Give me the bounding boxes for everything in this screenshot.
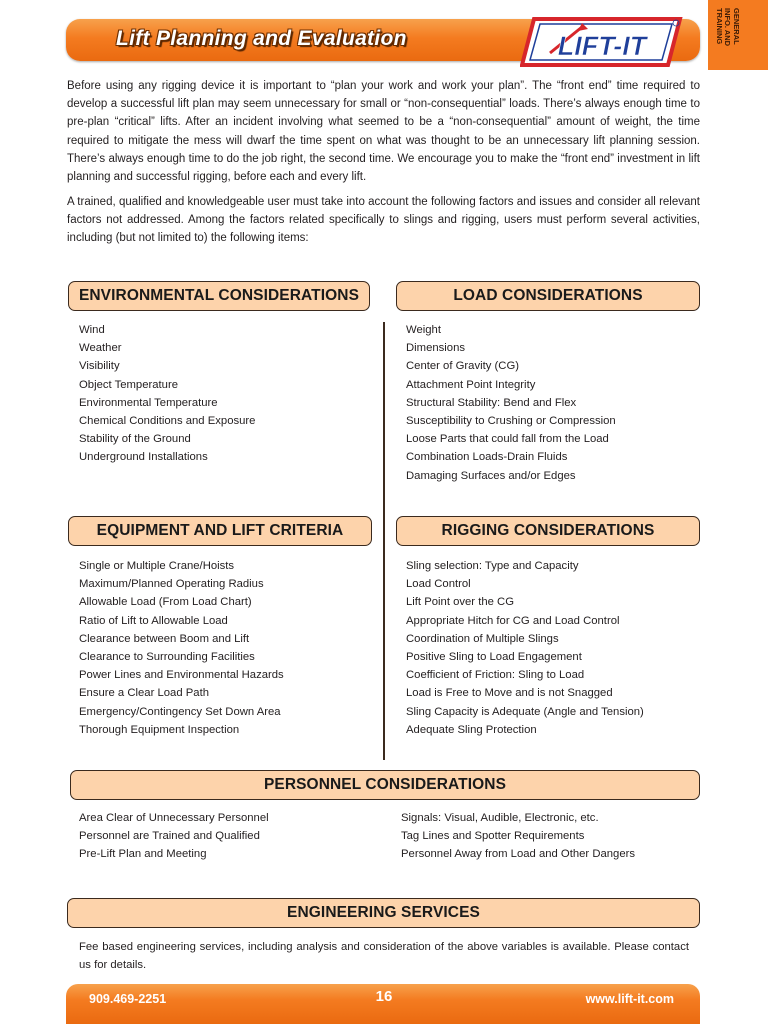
list-item: Allowable Load (From Load Chart) [79,596,252,609]
list-item: Object Temperature [79,378,179,391]
list-item: Area Clear of Unnecessary Personnel [79,812,269,824]
engineering-section-header: ENGINEERING SERVICES [67,898,700,928]
list-item: Lift Point over the CG [406,596,514,609]
side-tab-line: TRAINING [715,8,724,45]
personnel-list-left [79,809,269,864]
footer-website-link[interactable]: www.lift-it.com [585,992,674,1006]
list-item: Ensure a Clear Load Path [79,687,209,700]
rigging-section-header: RIGGING CONSIDERATIONS [396,516,700,546]
list-item: Clearance between Boom and Lift [79,632,250,645]
intro-paragraph-1: Before using any rigging device it is important to “plan your work and work your plan”. The “front end” time required to develop a successful lift plan may seem unnecessary for small or “non-consequential” loads. There’s always enough time to pre-plan “critical” lifts. After an incident involving what seemed to be a “non-consequential” amount of weight, the time required to mitigate the mess will dwarf the time spent on what was thought to be an unnecessary lift planning session. There’s always enough time to do the job right, the second time. We encourage you to make the “front end” investment in lift planning and successful rigging, before each and every lift. [67,80,700,184]
personnel-list-right [401,809,635,864]
list-item: Coefficient of Friction: Sling to Load [406,669,585,682]
equipment-list [79,557,284,739]
list-item: Structural Stability: Bend and Flex [406,396,577,409]
engineering-text: Fee based engineering services, including analysis and consideration of the above variables is available. Please contact us for details. [79,941,689,972]
list-item: Load Control [406,578,471,591]
equipment-section-header: EQUIPMENT AND LIFT CRITERIA [68,516,372,546]
page-number: 16 [375,988,393,1005]
list-item: Loose Parts that could fall from the Load [406,433,609,446]
rigging-list [406,557,644,739]
list-item: Emergency/Contingency Set Down Area [79,705,281,718]
environmental-list [79,321,255,467]
page-title: Lift Planning and Evaluation [116,27,407,50]
list-item: Dimensions [406,342,466,355]
page-footer [66,984,700,1024]
list-item: Thorough Equipment Inspection [79,723,240,736]
svg-text:LIFT-IT: LIFT-IT [557,31,647,61]
footer-phone[interactable]: 909.469-2251 [89,992,167,1006]
list-item: Tag Lines and Spotter Requirements [401,830,585,843]
intro-paragraph-2: A trained, qualified and knowledgeable user must take into account the following factors and issues and consider all relevant factors not addressed. Among the factors related specifically to slings and rigging, users must perform several activities, including (but not limited to) the following items: [67,196,700,245]
list-item: Chemical Conditions and Exposure [79,415,256,428]
list-item: Attachment Point Integrity [406,378,536,391]
list-item: Damaging Surfaces and/or Edges [406,469,576,482]
list-item: Positive Sling to Load Engagement [406,651,582,664]
list-item: Center of Gravity (CG) [406,360,519,373]
list-item: Stability of the Ground [79,433,191,446]
section-side-tab [708,0,768,70]
load-list [406,321,616,485]
list-item: Sling Capacity is Adequate (Angle and Tension) [406,705,644,718]
list-item: Coordination of Multiple Slings [406,632,559,645]
list-item: Signals: Visual, Audible, Electronic, etc. [401,812,599,824]
column-divider [383,322,385,760]
side-tab-line: GENERAL [732,8,741,45]
load-section-header: LOAD CONSIDERATIONS [396,281,700,311]
list-item: Visibility [79,360,120,373]
list-item: Clearance to Surrounding Facilities [79,651,255,664]
list-item: Underground Installations [79,451,208,464]
list-item: Single or Multiple Crane/Hoists [79,560,235,572]
list-item: Ratio of Lift to Allowable Load [79,614,228,627]
list-item: Personnel are Trained and Qualified [79,830,260,843]
list-item: Weather [79,342,122,355]
environmental-section-header: ENVIRONMENTAL CONSIDERATIONS [68,281,370,311]
lift-it-logo [520,13,686,73]
list-item: Adequate Sling Protection [406,723,537,736]
side-tab-line: INFO. AND [723,8,733,47]
list-item: Load is Free to Move and is not Snagged [406,687,613,700]
list-item: Sling selection: Type and Capacity [406,560,579,572]
list-item: Maximum/Planned Operating Radius [79,578,264,591]
side-tab-label [715,8,741,64]
list-item: Power Lines and Environmental Hazards [79,669,284,682]
list-item: Personnel Away from Load and Other Dangers [401,848,636,861]
list-item: Susceptibility to Crushing or Compression [406,415,616,428]
list-item: Wind [79,324,105,336]
list-item: Appropriate Hitch for CG and Load Control [406,614,620,627]
list-item: Pre-Lift Plan and Meeting [79,848,207,861]
list-item: Weight [406,324,441,336]
list-item: Environmental Temperature [79,396,218,409]
personnel-section-header: PERSONNEL CONSIDERATIONS [70,770,700,800]
list-item: Combination Loads-Drain Fluids [406,451,568,464]
